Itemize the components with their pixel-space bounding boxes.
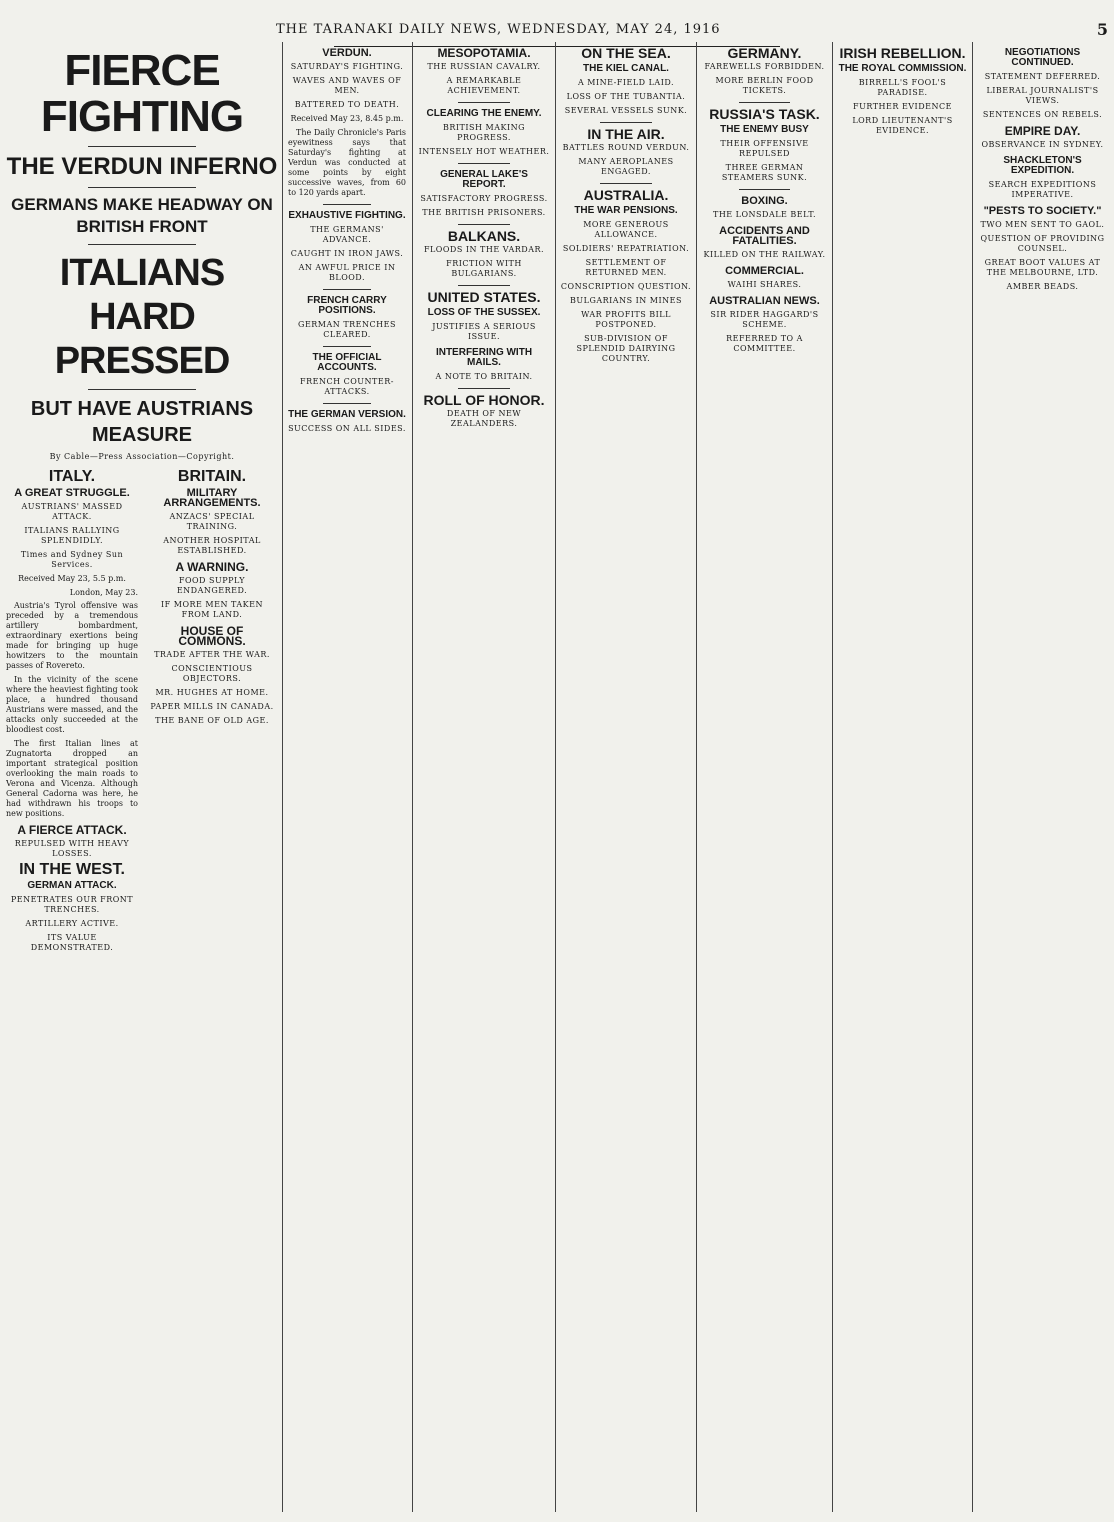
subhead: LOSS OF THE TUBANTIA. bbox=[566, 92, 686, 101]
heading-verdun: VERDUN. bbox=[322, 47, 372, 59]
germany-column bbox=[701, 42, 828, 1512]
subhead: KILLED ON THE RAILWAY. bbox=[703, 250, 826, 259]
subhead: ITALIANS RALLYING SPLENDIDLY. bbox=[24, 526, 120, 545]
subhead: ARTILLERY ACTIVE. bbox=[25, 919, 119, 928]
subhead: AUSTRIANS' MASSED ATTACK. bbox=[21, 502, 123, 521]
byline: By Cable—Press Association—Copyright. bbox=[49, 452, 235, 461]
divider bbox=[600, 122, 653, 123]
subhead: THE BANE OF OLD AGE. bbox=[155, 716, 269, 725]
subhead: BRITISH MAKING PROGRESS. bbox=[442, 123, 526, 142]
subhead: WAR PROFITS BILL POSTPONED. bbox=[581, 310, 671, 329]
headline-austrians-measure: BUT HAVE AUSTRIANS MEASURE bbox=[30, 398, 254, 446]
subhead: THE RUSSIAN CAVALRY. bbox=[427, 62, 541, 71]
subhead: AMBER BEADS. bbox=[1006, 282, 1079, 291]
subhead: JUSTIFIES A SERIOUS ISSUE. bbox=[432, 322, 536, 341]
heading-enemy-busy: THE ENEMY BUSY bbox=[720, 124, 809, 135]
subhead: MORE BERLIN FOOD TICKETS. bbox=[715, 76, 814, 95]
subhead: FURTHER EVIDENCE bbox=[853, 102, 952, 111]
divider bbox=[88, 389, 197, 390]
heading-german-attack: GERMAN ATTACK. bbox=[27, 880, 117, 891]
heading-shackleton: SHACKLETON'S EXPEDITION. bbox=[1003, 155, 1082, 176]
divider bbox=[458, 224, 511, 225]
subhead: A REMARKABLE ACHIEVEMENT. bbox=[446, 76, 522, 95]
heading-commercial: COMMERCIAL. bbox=[725, 265, 804, 277]
heading-clearing-enemy: CLEARING THE ENEMY. bbox=[426, 108, 542, 119]
divider bbox=[323, 289, 370, 290]
heading-united-states: UNITED STATES. bbox=[427, 289, 541, 305]
subhead: AN AWFUL PRICE IN BLOOD. bbox=[298, 263, 396, 282]
subhead: FAREWELLS FORBIDDEN. bbox=[704, 62, 825, 71]
subhead: SEARCH EXPEDITIONS IMPERATIVE. bbox=[988, 180, 1097, 199]
dateline: London, May 23. bbox=[69, 588, 138, 597]
paragraph: Austria's Tyrol offensive was preceded by a tremendous artillery bombardment, extraordinary exertions being made for bringing up huge howitzers to the mountain passes of Rovereto. bbox=[6, 601, 138, 670]
heading-general-lake: GENERAL LAKE'S REPORT. bbox=[440, 169, 528, 190]
subhead: MORE GENEROUS ALLOWANCE. bbox=[583, 220, 669, 239]
heading-war-pensions: THE WAR PENSIONS. bbox=[574, 205, 678, 216]
subhead: SATISFACTORY PROGRESS. bbox=[420, 194, 548, 203]
subhead: QUESTION OF PROVIDING COUNSEL. bbox=[980, 234, 1105, 253]
subhead: MANY AEROPLANES ENGAGED. bbox=[578, 157, 674, 176]
subhead: FRICTION WITH BULGARIANS. bbox=[446, 259, 522, 278]
subhead: BIRRELL'S FOOL'S PARADISE. bbox=[858, 78, 947, 97]
divider bbox=[458, 285, 511, 286]
lead-story-column bbox=[6, 42, 278, 1512]
paragraph: The Daily Chronicle's Paris eyewitness says that Saturday's fighting at Verdun was conducted at some points by eight successive waves, from 60 to 120 yards apart. bbox=[288, 128, 406, 197]
divider bbox=[458, 388, 511, 389]
headline-verdun-inferno: THE VERDUN INFERNO bbox=[6, 153, 278, 180]
divider bbox=[600, 183, 653, 184]
heading-australian-news: AUSTRALIAN NEWS. bbox=[709, 295, 820, 307]
subhead: CONSCIENTIOUS OBJECTORS. bbox=[171, 664, 253, 683]
right-column bbox=[977, 42, 1108, 1512]
subhead: BATTLES ROUND VERDUN. bbox=[562, 143, 690, 152]
lead-subcolumns bbox=[6, 466, 278, 957]
subhead: THE GERMANS' ADVANCE. bbox=[310, 225, 384, 244]
subhead: INTENSELY HOT WEATHER. bbox=[418, 147, 550, 156]
column-divider bbox=[972, 42, 973, 1512]
subhead: GERMAN TRENCHES CLEARED. bbox=[298, 320, 396, 339]
divider bbox=[323, 346, 370, 347]
subhead: A NOTE TO BRITAIN. bbox=[435, 372, 533, 381]
divider bbox=[739, 102, 790, 103]
page-number: 5 bbox=[1096, 20, 1108, 39]
heading-official-accounts: THE OFFICIAL ACCOUNTS. bbox=[312, 352, 382, 373]
divider bbox=[88, 146, 197, 147]
subhead: ANZACS' SPECIAL TRAINING. bbox=[169, 512, 255, 531]
headline-germans-headway: GERMANS MAKE HEADWAY ON BRITISH FRONT bbox=[11, 195, 273, 236]
heading-royal-commission: THE ROYAL COMMISSION. bbox=[838, 63, 967, 74]
received-line: Received May 23, 5.5 p.m. bbox=[18, 574, 126, 583]
divider bbox=[458, 163, 511, 164]
mesopotamia-column bbox=[418, 42, 550, 1512]
subhead: A MINE-FIELD LAID. bbox=[577, 78, 675, 87]
subhead: WAIHI SHARES. bbox=[727, 280, 802, 289]
heading-britain: BRITAIN. bbox=[177, 468, 247, 485]
column-divider bbox=[696, 42, 697, 1512]
heading-mails: INTERFERING WITH MAILS. bbox=[435, 347, 533, 368]
heading-germany: GERMANY. bbox=[727, 45, 802, 61]
heading-accidents: ACCIDENTS AND FATALITIES. bbox=[719, 225, 810, 247]
subhead: SUCCESS ON ALL SIDES. bbox=[288, 424, 406, 433]
subhead: TWO MEN SENT TO GAOL. bbox=[980, 220, 1105, 229]
subhead: PENETRATES OUR FRONT TRENCHES. bbox=[10, 895, 134, 914]
subhead: BULGARIANS IN MINES bbox=[570, 296, 682, 305]
subhead: IF MORE MEN TAKEN FROM LAND. bbox=[161, 600, 263, 619]
heading-roll-of-honor: ROLL OF HONOR. bbox=[423, 392, 545, 408]
heading-military-arrangements: MILITARY ARRANGEMENTS. bbox=[163, 487, 261, 509]
heading-pests: "PESTS TO SOCIETY." bbox=[983, 205, 1102, 217]
heading-fierce-attack: A FIERCE ATTACK. bbox=[17, 823, 127, 837]
subhead: SOLDIERS' REPATRIATION. bbox=[562, 244, 690, 253]
britain-subcolumn bbox=[146, 466, 278, 957]
column-divider bbox=[832, 42, 833, 1512]
heading-great-struggle: A GREAT STRUGGLE. bbox=[14, 487, 130, 499]
heading-irish-rebellion: IRISH REBELLION. bbox=[839, 45, 966, 61]
subhead: DEATH OF NEW ZEALANDERS. bbox=[446, 409, 522, 428]
sea-column bbox=[560, 42, 692, 1512]
divider bbox=[323, 204, 370, 205]
subhead: SEVERAL VESSELS SUNK. bbox=[564, 106, 688, 115]
irish-column bbox=[837, 42, 968, 1512]
column-divider bbox=[555, 42, 556, 1512]
subhead: GREAT BOOT VALUES AT THE MELBOURNE, LTD. bbox=[984, 258, 1101, 277]
subhead: SUB-DIVISION OF SPLENDID DAIRYING COUNTRY. bbox=[576, 334, 676, 363]
subhead: ANOTHER HOSPITAL ESTABLISHED. bbox=[163, 536, 261, 555]
subhead: SENTENCES ON REBELS. bbox=[982, 110, 1103, 119]
headline-fierce-fighting: FIERCE FIGHTING bbox=[40, 46, 244, 141]
divider bbox=[323, 403, 370, 404]
heading-sussex: LOSS OF THE SUSSEX. bbox=[427, 307, 541, 318]
divider bbox=[88, 244, 197, 245]
heading-kiel-canal: THE KIEL CANAL. bbox=[583, 63, 669, 74]
heading-mesopotamia: MESOPOTAMIA. bbox=[437, 46, 531, 60]
subhead: WAVES AND WAVES OF MEN. bbox=[292, 76, 402, 95]
paragraph: In the vicinity of the scene where the heaviest fighting took place, a hundred thousand Austrians were massed, and the attacks only succeeded at the bloodiest cost. bbox=[6, 675, 138, 734]
heading-french-carry: FRENCH CARRY POSITIONS. bbox=[307, 295, 387, 316]
subhead: LIBERAL JOURNALIST'S VIEWS. bbox=[986, 86, 1099, 105]
subhead: STATEMENT DEFERRED. bbox=[984, 72, 1101, 81]
subhead: FOOD SUPPLY ENDANGERED. bbox=[176, 576, 248, 595]
subhead: ITS VALUE DEMONSTRATED. bbox=[30, 933, 114, 952]
subhead: THEIR OFFENSIVE REPULSED bbox=[720, 139, 809, 158]
subhead: BATTERED TO DEATH. bbox=[294, 100, 400, 109]
subhead: LORD LIEUTENANT'S EVIDENCE. bbox=[852, 116, 953, 135]
column-divider bbox=[282, 42, 283, 1512]
heading-house-of-commons: HOUSE OF COMMONS. bbox=[178, 624, 246, 648]
heading-empire-day: EMPIRE DAY. bbox=[1004, 124, 1081, 138]
heading-russias-task: RUSSIA'S TASK. bbox=[709, 106, 820, 122]
heading-exhaustive-fighting: EXHAUSTIVE FIGHTING. bbox=[288, 210, 406, 221]
subhead: CONSCRIPTION QUESTION. bbox=[560, 282, 692, 291]
heading-in-the-west: IN THE WEST. bbox=[19, 861, 125, 878]
headline-italians-hard-pressed: ITALIANS HARD PRESSED bbox=[54, 252, 230, 382]
heading-german-version: THE GERMAN VERSION. bbox=[288, 409, 406, 420]
divider bbox=[458, 102, 511, 103]
heading-a-warning: A WARNING. bbox=[175, 560, 249, 574]
heading-italy: ITALY. bbox=[48, 468, 96, 485]
masthead bbox=[0, 0, 1114, 40]
subhead: MR. HUGHES AT HOME. bbox=[155, 688, 269, 697]
column-divider bbox=[412, 42, 413, 1512]
heading-boxing: BOXING. bbox=[741, 195, 788, 207]
subhead: SIR RIDER HAGGARD'S SCHEME. bbox=[710, 310, 819, 329]
subhead: SETTLEMENT OF RETURNED MEN. bbox=[585, 258, 667, 277]
subhead: REPULSED WITH HEAVY LOSSES. bbox=[14, 839, 130, 858]
subhead: SATURDAY'S FIGHTING. bbox=[290, 62, 404, 71]
heading-in-the-air: IN THE AIR. bbox=[587, 126, 665, 142]
verdun-column bbox=[288, 42, 406, 1512]
masthead-title: THE TARANAKI DAILY NEWS, WEDNESDAY, MAY 24, 1916 bbox=[276, 22, 721, 37]
service-line: Times and Sydney Sun Services. bbox=[20, 550, 124, 569]
subhead: TRADE AFTER THE WAR. bbox=[154, 650, 270, 659]
subhead: REFERRED TO A COMMITTEE. bbox=[726, 334, 803, 353]
subhead: PAPER MILLS IN CANADA. bbox=[150, 702, 274, 711]
subhead: THREE GERMAN STEAMERS SUNK. bbox=[721, 163, 808, 182]
subhead: OBSERVANCE IN SYDNEY. bbox=[981, 140, 1104, 149]
divider bbox=[88, 187, 197, 188]
heading-on-the-sea: ON THE SEA. bbox=[581, 45, 671, 61]
subhead: THE BRITISH PRISONERS. bbox=[422, 208, 546, 217]
heading-balkans: BALKANS. bbox=[447, 228, 521, 244]
heading-australia: AUSTRALIA. bbox=[583, 187, 669, 203]
received-line: Received May 23, 8.45 p.m. bbox=[290, 114, 404, 123]
subhead: FLOODS IN THE VARDAR. bbox=[423, 245, 545, 254]
subhead: FRENCH COUNTER-ATTACKS. bbox=[300, 377, 394, 396]
italy-subcolumn bbox=[6, 466, 138, 957]
paragraph: The first Italian lines at Zugnatorta dropped an important strategical position overlooking the main roads to Verona and Vicenza. Although General Cadorna was here, he had withdrawn his troops to new positions. bbox=[6, 739, 138, 818]
subhead: THE LONSDALE BELT. bbox=[712, 210, 816, 219]
heading-negotiations: NEGOTIATIONS CONTINUED. bbox=[1004, 47, 1081, 68]
subhead: CAUGHT IN IRON JAWS. bbox=[290, 249, 404, 258]
divider bbox=[739, 189, 790, 190]
